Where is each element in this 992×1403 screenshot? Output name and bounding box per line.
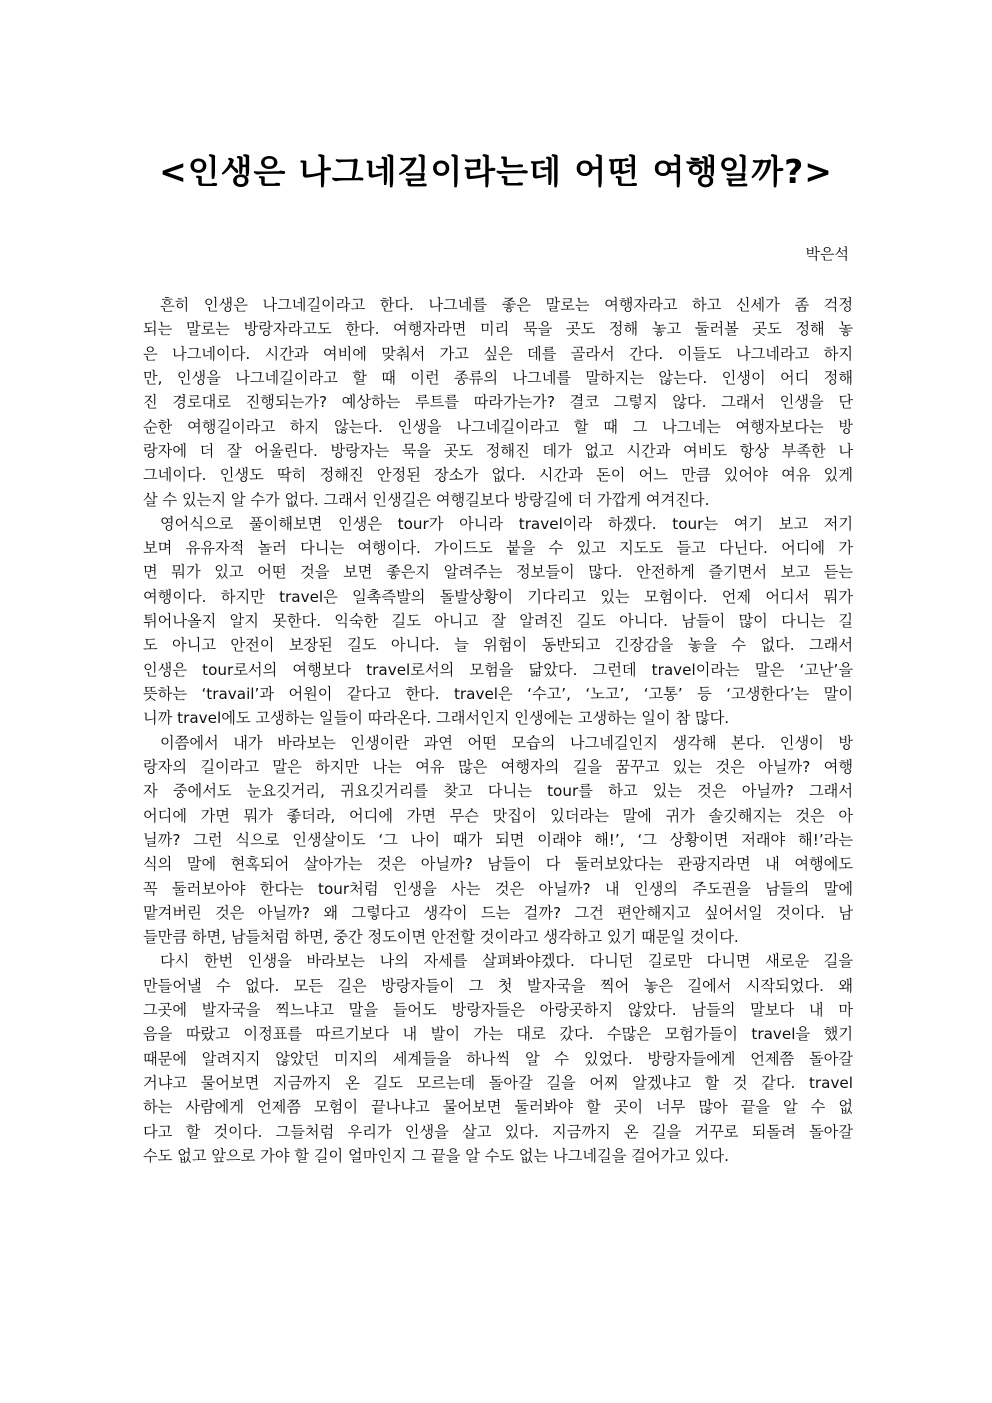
paragraph-3-line: 식의 말에 현혹되어 살아가는 것은 아닐까? 남들이 다 둘러보았다는 관광지라면 내 여행에도: [143, 855, 853, 874]
paragraph-2-line: 영어식으로 풀이해보면 인생은 tour가 아니라 travel이라 하겠다. tour는 여기 보고 저기: [160, 514, 853, 533]
paragraph-2-line: 뜻하는 ‘travail’과 어원이 같다고 한다. travel은 ‘수고’, ‘노고’, ‘고통’ 등 ‘고생한다’는 말이: [143, 685, 853, 703]
paragraph-3-line: 이쯤에서 내가 바라보는 인생이란 과연 어떤 모습의 나그네길인지 생각해 본다. 인생이 방: [160, 733, 853, 752]
paragraph-1-line: 살 수 있는지 알 수가 없다. 그래서 인생길은 여행길보다 방랑길에 더 가깝게 여겨진다.: [143, 490, 710, 509]
paragraph-4-line: 수도 없고 앞으로 가야 할 길이 얼마인지 그 끝을 알 수도 없는 나그네길을 걸어가고 있다.: [143, 1146, 729, 1165]
paragraph-3-line: 자 중에서도 눈요깃거리, 귀요깃거리를 찾고 다니는 tour를 하고 있는 것은 아닐까? 그래서: [143, 782, 853, 801]
paragraph-2-line: 보며 유유자적 놀러 다니는 여행이다. 가이드도 붙을 수 있고 지도도 들고 다닌다. 어디에 가: [143, 539, 853, 558]
paragraph-1-line: 그네이다. 인생도 딱히 정해진 안정된 장소가 없다. 시간과 돈이 어느 만큼 있어야 여유 있게: [143, 466, 853, 485]
paragraph-2-line: 면 뭐가 있고 어떤 것을 보면 좋은지 알려주는 정보들이 많다. 안전하게 즐기면서 보고 듣는: [143, 563, 853, 582]
paragraph-2-line: 도 아니고 안전이 보장된 길도 아니다. 늘 위험이 동반되고 긴장감을 놓을 수 없다. 그래서: [143, 636, 853, 655]
document-body: [143, 293, 853, 1168]
paragraph-4-line: 다고 할 것이다. 그들처럼 우리가 인생을 살고 있다. 지금까지 온 길을 거꾸로 되돌려 돌아갈: [143, 1122, 853, 1141]
paragraph-1-line: 되는 말로는 방랑자라고도 한다. 여행자라면 미리 묵을 곳도 정해 놓고 둘러볼 곳도 정해 놓: [143, 320, 853, 339]
paragraph-1-line: 랑자에 더 잘 어울린다. 방랑자는 묵을 곳도 정해진 데가 없고 시간과 여비도 항상 부족한 나: [143, 441, 853, 460]
paragraph-3-line: 맡겨버린 것은 아닐까? 왜 그렇다고 생각이 드는 걸까? 그건 편안해지고 싶어서일 것이다. 남: [143, 903, 853, 922]
paragraph-1-line: 은 나그네이다. 시간과 여비에 맞춰서 가고 싶은 데를 골라서 간다. 이들도 나그네라고 하지: [143, 344, 853, 363]
document-title: <인생은 나그네길이라는데 어떤 여행일까?>: [159, 152, 833, 191]
paragraph-1-line: 순한 여행길이라고 하지 않는다. 인생을 나그네길이라고 할 때 그 나그네는 여행자보다는 방: [143, 417, 853, 436]
paragraph-4-line: 만들어낼 수 없다. 모든 길은 방랑자들이 그 첫 발자국을 찍어 놓은 길에서 시작되었다. 왜: [143, 976, 853, 995]
paragraph-2-line: 튀어나올지 알지 못한다. 익숙한 길도 아니고 잘 알려진 길도 아니다. 남들이 많이 다니는 길: [143, 612, 853, 631]
paragraph-3-line: 들만큼 하면, 남들처럼 하면, 중간 정도이면 안전할 것이라고 생각하고 있기 때문일 것이다.: [143, 928, 739, 947]
paragraph-3-line: 랑자의 길이라고 말은 하지만 나는 여유 많은 여행자의 길을 꿈꾸고 있는 것은 아닐까? 여행: [143, 757, 853, 776]
paragraph-2-line: 여행이다. 하지만 travel은 일촉즉발의 돌발상황이 기다리고 있는 모험이다. 언제 어디서 뭐가: [143, 587, 853, 606]
paragraph-4-line: 때문에 알려지지 않았던 미지의 세계들을 하나씩 알 수 있었다. 방랑자들에게 언제쯤 돌아갈: [143, 1049, 853, 1068]
paragraph-3-line: 어디에 가면 뭐가 좋더라, 어디에 가면 무슨 맛집이 있더라는 말에 귀가 솔깃해지는 것은 아: [143, 806, 853, 825]
paragraph-4-line: 거냐고 물어보면 지금까지 온 길도 모르는데 돌아갈 길을 어찌 알겠냐고 할 것 같다. travel: [143, 1074, 853, 1092]
paragraph-1-line: 진 경로대로 진행되는가? 예상하는 루트를 따라가는가? 결코 그렇지 않다. 그래서 인생을 단: [143, 393, 853, 412]
paragraph-2-line: 니까 travel에도 고생하는 일들이 따라온다. 그래서인지 인생에는 고생하는 일이 참 많다.: [143, 709, 730, 728]
paragraph-4-line: 음을 따랐고 이정표를 따르기보다 내 발이 가는 대로 갔다. 수많은 모험가들이 travel을 했기: [143, 1025, 853, 1044]
author-name: 박은석: [805, 245, 849, 263]
paragraph-2-line: 인생은 tour로서의 여행보다 travel로서의 모험을 닮았다. 그런데 travel이라는 말은 ‘고난’을: [143, 660, 853, 679]
paragraph-3-line: 닐까? 그런 식으로 인생살이도 ‘그 나이 때가 되면 이래야 해!’, ‘그 상황이면 저래야 해!’라는: [143, 830, 853, 849]
paragraph-1-line: 흔히 인생은 나그네길이라고 한다. 나그네를 좋은 말로는 여행자라고 하고 신세가 좀 걱정: [160, 296, 853, 314]
paragraph-1-line: 만, 인생을 나그네길이라고 할 때 이런 종류의 나그네를 말하지는 않는다. 인생이 어디 정해: [143, 368, 853, 387]
paragraph-4-line: 하는 사람에게 언제쯤 모험이 끝나냐고 물어보면 둘러봐야 할 곳이 너무 많아 끝을 알 수 없: [143, 1098, 853, 1117]
paragraph-3-line: 꼭 둘러보아야 한다는 tour처럼 인생을 사는 것은 아닐까? 내 인생의 주도권을 남들의 말에: [143, 879, 853, 898]
paragraph-4-line: 그곳에 발자국을 찍느냐고 말을 들어도 방랑자들은 아랑곳하지 않았다. 남들의 말보다 내 마: [143, 1001, 853, 1020]
paragraph-4-line: 다시 한번 인생을 바라보는 나의 자세를 살펴봐야겠다. 다니던 길로만 다니면 새로운 길을: [160, 952, 853, 971]
